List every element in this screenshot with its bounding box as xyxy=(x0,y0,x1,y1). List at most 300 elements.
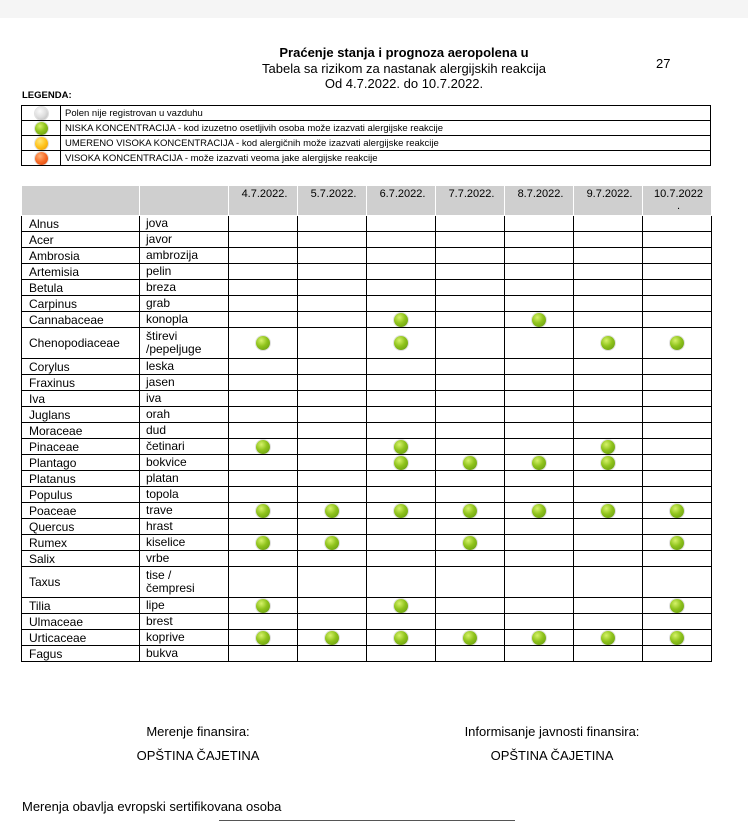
concentration-cell xyxy=(643,439,712,455)
green-dot-icon xyxy=(35,122,48,135)
table-row xyxy=(22,375,712,391)
concentration-cell xyxy=(367,359,436,375)
viewer-top-bar xyxy=(0,0,748,18)
concentration-cell xyxy=(505,248,574,264)
concentration-cell xyxy=(367,375,436,391)
concentration-cell xyxy=(367,328,436,359)
public-info-funder-label: Informisanje javnosti finansira: xyxy=(464,724,640,739)
concentration-cell xyxy=(574,423,643,439)
concentration-cell xyxy=(298,519,367,535)
latin-name-cell: Fraxinus xyxy=(22,375,140,391)
concentration-cell xyxy=(643,503,712,519)
measurement-funder-label: Merenje finansira: xyxy=(146,724,250,739)
red-dot-icon xyxy=(35,152,48,165)
local-name-cell: trave xyxy=(140,503,229,519)
date-column-header: 5.7.2022. xyxy=(298,186,367,216)
concentration-cell xyxy=(298,423,367,439)
concentration-cell xyxy=(229,519,298,535)
concentration-cell xyxy=(436,375,505,391)
date-column-header: 8.7.2022. xyxy=(505,186,574,216)
concentration-cell xyxy=(298,312,367,328)
green-dot-icon xyxy=(463,536,477,550)
concentration-cell xyxy=(436,471,505,487)
local-name-cell: javor xyxy=(140,232,229,248)
concentration-cell xyxy=(367,312,436,328)
green-dot-icon xyxy=(670,631,684,645)
local-name-cell: bukva xyxy=(140,646,229,662)
concentration-cell xyxy=(505,471,574,487)
orange-dot-icon xyxy=(35,137,48,150)
table-row xyxy=(22,567,712,598)
concentration-cell xyxy=(574,535,643,551)
concentration-cell xyxy=(643,455,712,471)
green-dot-icon xyxy=(463,456,477,470)
concentration-cell xyxy=(643,423,712,439)
table-row xyxy=(22,264,712,280)
green-dot-icon xyxy=(325,536,339,550)
green-dot-icon xyxy=(463,631,477,645)
green-dot-icon xyxy=(256,440,270,454)
latin-name-cell: Pinaceae xyxy=(22,439,140,455)
concentration-cell xyxy=(229,630,298,646)
concentration-cell xyxy=(436,614,505,630)
table-row xyxy=(22,407,712,423)
concentration-cell xyxy=(574,519,643,535)
concentration-cell xyxy=(574,503,643,519)
table-row xyxy=(22,359,712,375)
latin-name-cell: Chenopodiaceae xyxy=(22,328,140,359)
green-dot-icon xyxy=(601,504,615,518)
local-name-cell: orah xyxy=(140,407,229,423)
page-number: 27 xyxy=(656,56,671,71)
latin-name-cell: Populus xyxy=(22,487,140,503)
date-column-header: 9.7.2022. xyxy=(574,186,643,216)
date-column-header: 10.7.2022 . xyxy=(643,186,712,216)
concentration-cell xyxy=(367,567,436,598)
concentration-cell xyxy=(436,646,505,662)
green-dot-icon xyxy=(532,313,546,327)
concentration-cell xyxy=(643,359,712,375)
table-row xyxy=(22,312,712,328)
local-name-cell: topola xyxy=(140,487,229,503)
local-name-cell: breza xyxy=(140,280,229,296)
concentration-cell xyxy=(229,296,298,312)
concentration-cell xyxy=(298,439,367,455)
concentration-cell xyxy=(367,487,436,503)
local-name-cell: jasen xyxy=(140,375,229,391)
date-range: Od 4.7.2022. do 10.7.2022. xyxy=(324,76,484,91)
local-name-cell: jova xyxy=(140,216,229,232)
concentration-cell xyxy=(574,375,643,391)
concentration-cell xyxy=(229,503,298,519)
green-dot-icon xyxy=(394,631,408,645)
concentration-cell xyxy=(436,296,505,312)
table-row xyxy=(22,646,712,662)
header-latin xyxy=(22,186,140,216)
concentration-cell xyxy=(574,232,643,248)
legend-icon-cell xyxy=(22,136,61,151)
table-row xyxy=(22,535,712,551)
concentration-cell xyxy=(574,487,643,503)
latin-name-cell: Alnus xyxy=(22,216,140,232)
concentration-cell xyxy=(574,407,643,423)
concentration-cell xyxy=(643,646,712,662)
measurement-funder-value: OPŠTINA ČAJETINA xyxy=(136,748,260,763)
concentration-cell xyxy=(505,567,574,598)
table-row xyxy=(22,487,712,503)
local-name-cell: bokvice xyxy=(140,455,229,471)
concentration-cell xyxy=(298,503,367,519)
green-dot-icon xyxy=(532,504,546,518)
concentration-cell xyxy=(574,264,643,280)
concentration-cell xyxy=(367,471,436,487)
green-dot-icon xyxy=(601,456,615,470)
header-local xyxy=(140,186,229,216)
local-name-cell: ambrozija xyxy=(140,248,229,264)
concentration-cell xyxy=(436,423,505,439)
concentration-cell xyxy=(574,391,643,407)
concentration-cell xyxy=(505,375,574,391)
concentration-cell xyxy=(367,535,436,551)
concentration-cell xyxy=(643,630,712,646)
legend-row xyxy=(22,121,711,136)
concentration-cell xyxy=(574,646,643,662)
concentration-cell xyxy=(367,280,436,296)
concentration-cell xyxy=(436,630,505,646)
concentration-cell xyxy=(505,630,574,646)
concentration-cell xyxy=(367,503,436,519)
concentration-cell xyxy=(643,375,712,391)
table-row xyxy=(22,248,712,264)
concentration-cell xyxy=(643,614,712,630)
concentration-cell xyxy=(643,248,712,264)
concentration-cell xyxy=(436,535,505,551)
concentration-cell xyxy=(367,232,436,248)
concentration-cell xyxy=(298,328,367,359)
concentration-cell xyxy=(298,264,367,280)
concentration-cell xyxy=(367,519,436,535)
concentration-cell xyxy=(229,407,298,423)
local-name-cell: platan xyxy=(140,471,229,487)
latin-name-cell: Rumex xyxy=(22,535,140,551)
latin-name-cell: Ulmaceae xyxy=(22,614,140,630)
local-name-cell: pelin xyxy=(140,264,229,280)
local-name-cell: leska xyxy=(140,359,229,375)
concentration-cell xyxy=(367,630,436,646)
concentration-cell xyxy=(298,248,367,264)
latin-name-cell: Salix xyxy=(22,551,140,567)
concentration-cell xyxy=(229,423,298,439)
concentration-cell xyxy=(229,312,298,328)
concentration-cell xyxy=(298,391,367,407)
concentration-cell xyxy=(436,407,505,423)
concentration-cell xyxy=(505,296,574,312)
concentration-cell xyxy=(643,598,712,614)
date-column-header: 4.7.2022. xyxy=(229,186,298,216)
legend-label: VISOKA KONCENTRACIJA - može izazvati veoma jake alergijske reakcije xyxy=(61,151,711,166)
concentration-cell xyxy=(643,519,712,535)
concentration-cell xyxy=(643,471,712,487)
concentration-cell xyxy=(574,567,643,598)
concentration-cell xyxy=(574,471,643,487)
table-row xyxy=(22,598,712,614)
concentration-cell xyxy=(574,328,643,359)
concentration-cell xyxy=(298,487,367,503)
concentration-cell xyxy=(505,551,574,567)
green-dot-icon xyxy=(256,504,270,518)
concentration-cell xyxy=(367,407,436,423)
legend-table xyxy=(21,105,711,166)
concentration-cell xyxy=(436,455,505,471)
table-row xyxy=(22,519,712,535)
concentration-cell xyxy=(229,487,298,503)
concentration-cell xyxy=(298,359,367,375)
concentration-cell xyxy=(436,248,505,264)
latin-name-cell: Tilia xyxy=(22,598,140,614)
concentration-cell xyxy=(229,567,298,598)
concentration-cell xyxy=(298,567,367,598)
concentration-cell xyxy=(505,216,574,232)
concentration-cell xyxy=(574,280,643,296)
concentration-cell xyxy=(436,439,505,455)
concentration-cell xyxy=(229,359,298,375)
table-row xyxy=(22,280,712,296)
local-name-cell: štirevi /pepeljuge xyxy=(140,328,229,359)
green-dot-icon xyxy=(325,631,339,645)
concentration-cell xyxy=(643,216,712,232)
concentration-cell xyxy=(298,375,367,391)
concentration-cell xyxy=(505,359,574,375)
green-dot-icon xyxy=(601,440,615,454)
green-dot-icon xyxy=(601,631,615,645)
concentration-cell xyxy=(505,391,574,407)
concentration-cell xyxy=(229,439,298,455)
table-row xyxy=(22,551,712,567)
green-dot-icon xyxy=(670,599,684,613)
concentration-cell xyxy=(505,280,574,296)
concentration-cell xyxy=(505,503,574,519)
table-row xyxy=(22,630,712,646)
legend-title: LEGENDA: xyxy=(22,90,72,101)
concentration-cell xyxy=(367,248,436,264)
concentration-cell xyxy=(367,614,436,630)
concentration-cell xyxy=(229,264,298,280)
green-dot-icon xyxy=(463,504,477,518)
concentration-cell xyxy=(574,359,643,375)
green-dot-icon xyxy=(601,336,615,350)
concentration-cell xyxy=(574,598,643,614)
concentration-cell xyxy=(574,630,643,646)
legend-row xyxy=(22,136,711,151)
concentration-cell xyxy=(298,296,367,312)
concentration-cell xyxy=(367,216,436,232)
concentration-cell xyxy=(505,614,574,630)
concentration-cell xyxy=(298,280,367,296)
green-dot-icon xyxy=(670,336,684,350)
latin-name-cell: Urticaceae xyxy=(22,630,140,646)
green-dot-icon xyxy=(394,456,408,470)
concentration-cell xyxy=(298,598,367,614)
gray-dot-icon xyxy=(35,107,48,120)
report-subtitle: Tabela sa rizikom za nastanak alergijskih reakcija xyxy=(262,61,546,76)
concentration-cell xyxy=(298,216,367,232)
local-name-cell: lipe xyxy=(140,598,229,614)
pollen-risk-table xyxy=(21,185,712,662)
concentration-cell xyxy=(229,471,298,487)
date-column-header: 6.7.2022. xyxy=(367,186,436,216)
concentration-cell xyxy=(643,535,712,551)
concentration-cell xyxy=(367,439,436,455)
concentration-cell xyxy=(574,248,643,264)
concentration-cell xyxy=(643,407,712,423)
concentration-cell xyxy=(298,455,367,471)
table-row xyxy=(22,614,712,630)
table-row xyxy=(22,232,712,248)
table-row xyxy=(22,439,712,455)
concentration-cell xyxy=(436,359,505,375)
concentration-cell xyxy=(574,614,643,630)
latin-name-cell: Corylus xyxy=(22,359,140,375)
table-row xyxy=(22,423,712,439)
local-name-cell: četinari xyxy=(140,439,229,455)
concentration-cell xyxy=(436,503,505,519)
concentration-cell xyxy=(436,391,505,407)
concentration-cell xyxy=(505,519,574,535)
concentration-cell xyxy=(505,439,574,455)
green-dot-icon xyxy=(256,536,270,550)
local-name-cell: hrast xyxy=(140,519,229,535)
latin-name-cell: Artemisia xyxy=(22,264,140,280)
concentration-cell xyxy=(436,232,505,248)
concentration-cell xyxy=(298,471,367,487)
latin-name-cell: Iva xyxy=(22,391,140,407)
concentration-cell xyxy=(229,216,298,232)
local-name-cell: brest xyxy=(140,614,229,630)
latin-name-cell: Platanus xyxy=(22,471,140,487)
latin-name-cell: Plantago xyxy=(22,455,140,471)
concentration-cell xyxy=(643,296,712,312)
legend-row xyxy=(22,106,711,121)
concentration-cell xyxy=(367,551,436,567)
concentration-cell xyxy=(229,598,298,614)
concentration-cell xyxy=(643,567,712,598)
latin-name-cell: Quercus xyxy=(22,519,140,535)
concentration-cell xyxy=(505,232,574,248)
local-name-cell: tise / čempresi xyxy=(140,567,229,598)
concentration-cell xyxy=(367,264,436,280)
concentration-cell xyxy=(298,551,367,567)
report-title: Praćenje stanja i prognoza aeropolena u xyxy=(279,45,529,60)
concentration-cell xyxy=(643,312,712,328)
green-dot-icon xyxy=(256,631,270,645)
concentration-cell xyxy=(643,264,712,280)
concentration-cell xyxy=(505,423,574,439)
table-row xyxy=(22,391,712,407)
concentration-cell xyxy=(436,519,505,535)
concentration-cell xyxy=(229,535,298,551)
local-name-cell: grab xyxy=(140,296,229,312)
latin-name-cell: Moraceae xyxy=(22,423,140,439)
legend-icon-cell xyxy=(22,106,61,121)
table-row xyxy=(22,471,712,487)
concentration-cell xyxy=(367,423,436,439)
table-row xyxy=(22,503,712,519)
concentration-cell xyxy=(643,232,712,248)
latin-name-cell: Taxus xyxy=(22,567,140,598)
local-name-cell: konopla xyxy=(140,312,229,328)
latin-name-cell: Fagus xyxy=(22,646,140,662)
footer-text: Merenja obavlja evropski sertifikovana osoba xyxy=(22,799,282,814)
legend-row xyxy=(22,151,711,166)
concentration-cell xyxy=(505,598,574,614)
latin-name-cell: Acer xyxy=(22,232,140,248)
latin-name-cell: Carpinus xyxy=(22,296,140,312)
concentration-cell xyxy=(229,328,298,359)
green-dot-icon xyxy=(670,504,684,518)
concentration-cell xyxy=(574,296,643,312)
green-dot-icon xyxy=(394,336,408,350)
concentration-cell xyxy=(574,439,643,455)
green-dot-icon xyxy=(256,599,270,613)
concentration-cell xyxy=(229,375,298,391)
table-row xyxy=(22,328,712,359)
concentration-cell xyxy=(298,535,367,551)
concentration-cell xyxy=(298,630,367,646)
green-dot-icon xyxy=(532,456,546,470)
local-name-cell: iva xyxy=(140,391,229,407)
concentration-cell xyxy=(505,264,574,280)
concentration-cell xyxy=(505,312,574,328)
legend-label: UMERENO VISOKA KONCENTRACIJA - kod alergičnih može izazvati alergijske reakcije xyxy=(61,136,711,151)
concentration-cell xyxy=(367,455,436,471)
concentration-cell xyxy=(367,598,436,614)
legend-icon-cell xyxy=(22,151,61,166)
concentration-cell xyxy=(229,391,298,407)
local-name-cell: vrbe xyxy=(140,551,229,567)
concentration-cell xyxy=(436,264,505,280)
local-name-cell: kiselice xyxy=(140,535,229,551)
green-dot-icon xyxy=(394,440,408,454)
latin-name-cell: Betula xyxy=(22,280,140,296)
concentration-cell xyxy=(436,312,505,328)
concentration-cell xyxy=(574,455,643,471)
concentration-cell xyxy=(229,280,298,296)
latin-name-cell: Ambrosia xyxy=(22,248,140,264)
green-dot-icon xyxy=(394,504,408,518)
concentration-cell xyxy=(229,248,298,264)
table-row xyxy=(22,455,712,471)
public-info-funder-value: OPŠTINA ČAJETINA xyxy=(490,748,614,763)
concentration-cell xyxy=(436,598,505,614)
concentration-cell xyxy=(436,328,505,359)
concentration-cell xyxy=(229,551,298,567)
concentration-cell xyxy=(505,535,574,551)
concentration-cell xyxy=(229,455,298,471)
date-column-header: 7.7.2022. xyxy=(436,186,505,216)
concentration-cell xyxy=(436,551,505,567)
green-dot-icon xyxy=(325,504,339,518)
green-dot-icon xyxy=(394,599,408,613)
concentration-cell xyxy=(229,232,298,248)
table-header-row xyxy=(22,186,712,216)
latin-name-cell: Cannabaceae xyxy=(22,312,140,328)
legend-icon-cell xyxy=(22,121,61,136)
concentration-cell xyxy=(574,551,643,567)
local-name-cell: koprive xyxy=(140,630,229,646)
green-dot-icon xyxy=(256,336,270,350)
latin-name-cell: Poaceae xyxy=(22,503,140,519)
table-row xyxy=(22,216,712,232)
